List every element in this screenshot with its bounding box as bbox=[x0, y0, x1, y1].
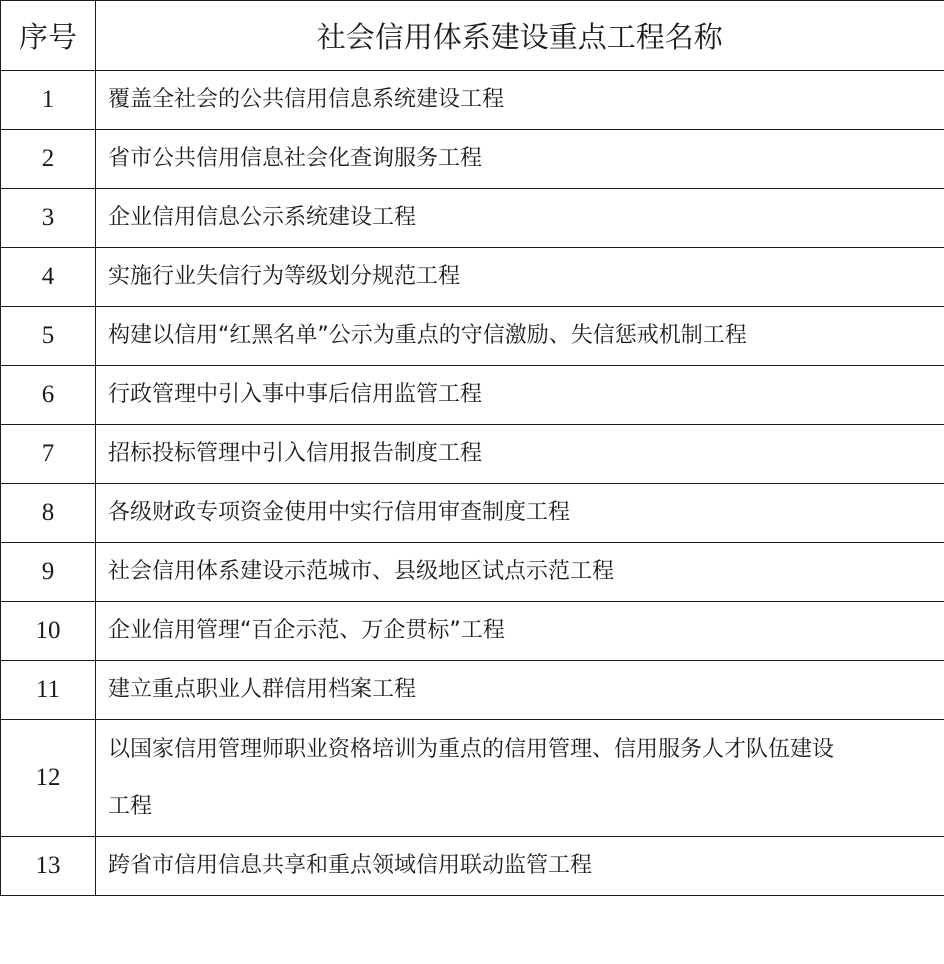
row-number: 7 bbox=[1, 425, 96, 484]
row-name: 社会信用体系建设示范城市、县级地区试点示范工程 bbox=[96, 543, 944, 602]
row-number: 9 bbox=[1, 543, 96, 602]
row-number: 12 bbox=[1, 720, 96, 837]
row-name: 构建以信用“红黑名单”公示为重点的守信激励、失信惩戒机制工程 bbox=[96, 307, 944, 366]
row-number: 6 bbox=[1, 366, 96, 425]
row-name: 招标投标管理中引入信用报告制度工程 bbox=[96, 425, 944, 484]
row-name: 建立重点职业人群信用档案工程 bbox=[96, 661, 944, 720]
row-name: 企业信用信息公示系统建设工程 bbox=[96, 189, 944, 248]
table-row bbox=[1, 720, 944, 837]
table-row bbox=[1, 837, 944, 896]
row-name: 各级财政专项资金使用中实行信用审查制度工程 bbox=[96, 484, 944, 543]
row-name: 覆盖全社会的公共信用信息系统建设工程 bbox=[96, 71, 944, 130]
row-number: 11 bbox=[1, 661, 96, 720]
table-row bbox=[1, 543, 944, 602]
row-number: 4 bbox=[1, 248, 96, 307]
row-name: 企业信用管理“百企示范、万企贯标”工程 bbox=[96, 602, 944, 661]
table-row bbox=[1, 189, 944, 248]
row-name: 跨省市信用信息共享和重点领域信用联动监管工程 bbox=[96, 837, 944, 896]
row-name: 省市公共信用信息社会化查询服务工程 bbox=[96, 130, 944, 189]
row-name-line-1: 以国家信用管理师职业资格培训为重点的信用管理、信用服务人才队伍建设 bbox=[108, 737, 835, 762]
row-number: 5 bbox=[1, 307, 96, 366]
row-number: 2 bbox=[1, 130, 96, 189]
row-number: 1 bbox=[1, 71, 96, 130]
table-header-row bbox=[1, 1, 944, 71]
row-name-line-2: 工程 bbox=[108, 794, 153, 819]
header-number: 序号 bbox=[1, 1, 96, 71]
row-number: 3 bbox=[1, 189, 96, 248]
table-row bbox=[1, 425, 944, 484]
table-row bbox=[1, 661, 944, 720]
row-name: 行政管理中引入事中事后信用监管工程 bbox=[96, 366, 944, 425]
table-row bbox=[1, 307, 944, 366]
row-name bbox=[96, 720, 944, 837]
row-number: 8 bbox=[1, 484, 96, 543]
table-row bbox=[1, 71, 944, 130]
row-number: 13 bbox=[1, 837, 96, 896]
row-number: 10 bbox=[1, 602, 96, 661]
table-row bbox=[1, 366, 944, 425]
table-row bbox=[1, 484, 944, 543]
table-row bbox=[1, 602, 944, 661]
header-name: 社会信用体系建设重点工程名称 bbox=[96, 1, 944, 71]
table-row bbox=[1, 130, 944, 189]
row-name: 实施行业失信行为等级划分规范工程 bbox=[96, 248, 944, 307]
table-row bbox=[1, 248, 944, 307]
